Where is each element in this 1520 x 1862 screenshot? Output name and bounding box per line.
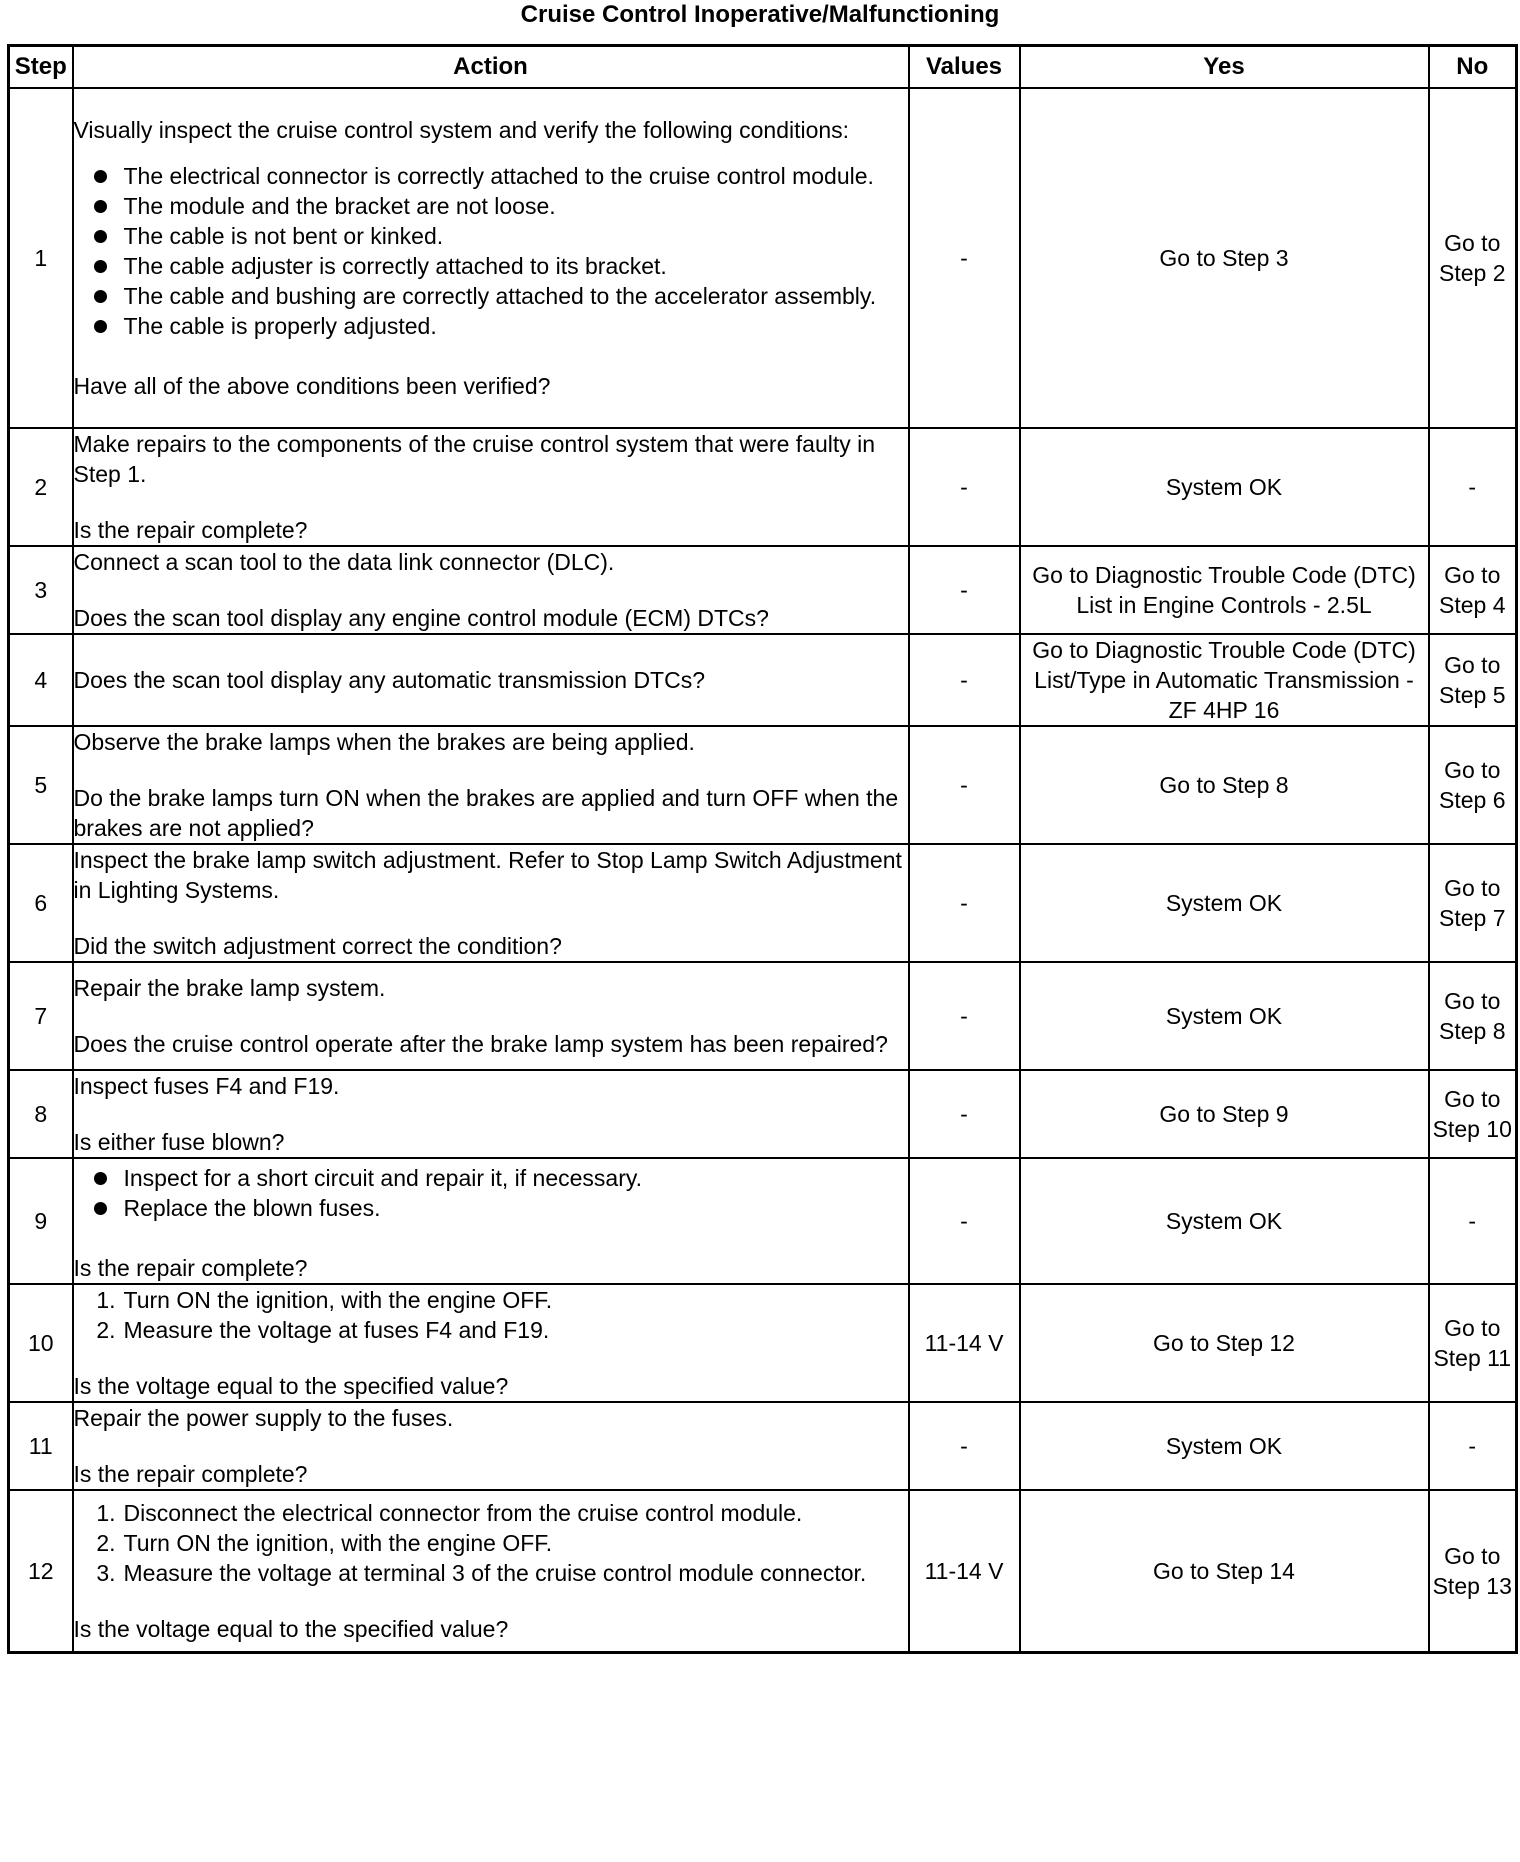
action-intro: Repair the brake lamp system. xyxy=(73,975,386,1001)
bullet-item: Replace the blown fuses. xyxy=(124,1193,908,1223)
values-cell: 11-14 V xyxy=(909,1490,1020,1652)
action-cell xyxy=(73,88,909,428)
action-cell xyxy=(73,1402,909,1490)
action-question: Is the repair complete? xyxy=(73,1255,308,1281)
table-row xyxy=(9,634,1517,726)
no-cell: Go to Step 2 xyxy=(1429,88,1517,428)
action-question: Have all of the above conditions been verified? xyxy=(73,373,551,399)
table-row xyxy=(9,428,1517,546)
table-row xyxy=(9,1284,1517,1402)
action-question: Does the scan tool display any engine control module (ECM) DTCs? xyxy=(73,605,769,631)
action-question: Is the repair complete? xyxy=(73,1461,308,1487)
values-cell: - xyxy=(909,1158,1020,1284)
step-number: 8 xyxy=(9,1070,73,1158)
action-intro: Observe the brake lamps when the brakes are being applied. xyxy=(73,729,695,755)
action-question: Do the brake lamps turn ON when the brakes are applied and turn OFF when the brakes are not applied? xyxy=(73,785,899,841)
no-cell: Go to Step 7 xyxy=(1429,844,1517,962)
no-cell: - xyxy=(1429,1158,1517,1284)
spacer xyxy=(74,1227,908,1253)
no-cell: Go to Step 11 xyxy=(1429,1284,1517,1402)
header-no: No xyxy=(1429,46,1517,89)
no-cell: Go to Step 13 xyxy=(1429,1490,1517,1652)
numbered-item xyxy=(96,1528,908,1558)
yes-cell: System OK xyxy=(1020,844,1429,962)
action-cell xyxy=(73,1284,909,1402)
numbered-item-text: Turn ON the ignition, with the engine OFF. xyxy=(123,1529,553,1556)
numbered-item-text: Measure the voltage at terminal 3 of the cruise control module connector. xyxy=(123,1559,867,1586)
action-cell xyxy=(73,844,909,962)
spacer xyxy=(74,1345,908,1371)
no-cell: Go to Step 6 xyxy=(1429,726,1517,844)
item-number: 2. xyxy=(96,1317,116,1343)
action-cell xyxy=(73,428,909,546)
action-intro: Connect a scan tool to the data link connector (DLC). xyxy=(73,549,615,575)
action-question: Does the cruise control operate after the brake lamp system has been repaired? xyxy=(73,1031,888,1057)
numbered-item-text: Measure the voltage at fuses F4 and F19. xyxy=(123,1317,550,1343)
no-cell: - xyxy=(1429,1402,1517,1490)
bullet-item: The cable adjuster is correctly attached to its bracket. xyxy=(124,251,908,281)
table-row xyxy=(9,1070,1517,1158)
action-cell xyxy=(73,962,909,1070)
spacer xyxy=(74,577,908,603)
no-cell: Go to Step 4 xyxy=(1429,546,1517,634)
values-cell: - xyxy=(909,844,1020,962)
numbered-item-text: Disconnect the electrical connector from the cruise control module. xyxy=(123,1499,803,1526)
step-number: 12 xyxy=(9,1490,73,1652)
table-row xyxy=(9,1158,1517,1284)
table-row xyxy=(9,1402,1517,1490)
action-intro: Does the scan tool display any automatic transmission DTCs? xyxy=(73,667,706,693)
header-values: Values xyxy=(909,46,1020,89)
numbered-item xyxy=(96,1498,908,1528)
numbered-list xyxy=(74,1285,908,1345)
values-cell: - xyxy=(909,428,1020,546)
action-cell xyxy=(73,1070,909,1158)
action-cell xyxy=(73,1158,909,1284)
step-number: 3 xyxy=(9,546,73,634)
yes-cell: Go to Diagnostic Trouble Code (DTC) List in Engine Controls - 2.5L xyxy=(1020,546,1429,634)
spacer xyxy=(74,1003,908,1029)
values-cell: - xyxy=(909,962,1020,1070)
yes-cell: Go to Step 8 xyxy=(1020,726,1429,844)
table-row xyxy=(9,88,1517,428)
bullet-item: The module and the bracket are not loose. xyxy=(124,191,908,221)
values-cell: - xyxy=(909,546,1020,634)
item-number: 1. xyxy=(96,1287,116,1313)
table-row xyxy=(9,726,1517,844)
yes-cell: Go to Step 14 xyxy=(1020,1490,1429,1652)
yes-cell: Go to Step 12 xyxy=(1020,1284,1429,1402)
yes-cell: Go to Diagnostic Trouble Code (DTC) List/Type in Automatic Transmission - ZF 4HP 16 xyxy=(1020,634,1429,726)
item-number: 1. xyxy=(96,1499,116,1526)
bullet-item: The cable and bushing are correctly attached to the accelerator assembly. xyxy=(124,281,908,311)
yes-cell: System OK xyxy=(1020,962,1429,1070)
action-question: Is the repair complete? xyxy=(73,517,308,543)
numbered-list xyxy=(74,1498,908,1588)
step-number: 4 xyxy=(9,634,73,726)
yes-cell: System OK xyxy=(1020,428,1429,546)
spacer xyxy=(74,1588,908,1614)
action-cell xyxy=(73,726,909,844)
action-intro: Repair the power supply to the fuses. xyxy=(73,1405,454,1431)
values-cell: - xyxy=(909,1070,1020,1158)
spacer xyxy=(74,1101,908,1127)
no-cell: Go to Step 8 xyxy=(1429,962,1517,1070)
header-row xyxy=(9,46,1517,89)
action-cell xyxy=(73,546,909,634)
yes-cell: Go to Step 9 xyxy=(1020,1070,1429,1158)
bullet-item: The cable is properly adjusted. xyxy=(124,311,908,341)
bullet-list xyxy=(74,161,908,341)
spacer xyxy=(74,345,908,371)
bullet-list xyxy=(74,1163,908,1223)
page-title: Cruise Control Inoperative/Malfunctioning xyxy=(520,1,1000,28)
table-row xyxy=(9,1490,1517,1652)
bullet-item: The cable is not bent or kinked. xyxy=(124,221,908,251)
step-number: 6 xyxy=(9,844,73,962)
action-intro: Inspect fuses F4 and F19. xyxy=(73,1073,340,1099)
action-question: Is the voltage equal to the specified value? xyxy=(73,1373,509,1399)
diagnostic-table xyxy=(7,44,1518,1654)
values-cell: 11-14 V xyxy=(909,1284,1020,1402)
action-intro: Visually inspect the cruise control system and verify the following conditions: xyxy=(73,117,850,143)
header-step: Step xyxy=(9,46,73,89)
values-cell: - xyxy=(909,1402,1020,1490)
step-number: 5 xyxy=(9,726,73,844)
step-number: 11 xyxy=(9,1402,73,1490)
action-cell xyxy=(73,634,909,726)
action-cell xyxy=(73,1490,909,1652)
action-question: Is either fuse blown? xyxy=(73,1129,285,1155)
numbered-item-text: Turn ON the ignition, with the engine OFF. xyxy=(123,1287,553,1313)
yes-cell: System OK xyxy=(1020,1402,1429,1490)
step-number: 9 xyxy=(9,1158,73,1284)
spacer xyxy=(74,145,908,157)
yes-cell: System OK xyxy=(1020,1158,1429,1284)
action-intro: Make repairs to the components of the cruise control system that were faulty in Step 1. xyxy=(73,431,876,487)
numbered-item xyxy=(96,1558,908,1588)
step-number: 2 xyxy=(9,428,73,546)
spacer xyxy=(74,905,908,931)
values-cell: - xyxy=(909,88,1020,428)
numbered-item xyxy=(96,1285,908,1315)
table-row xyxy=(9,546,1517,634)
yes-cell: Go to Step 3 xyxy=(1020,88,1429,428)
spacer xyxy=(74,757,908,783)
table-row xyxy=(9,962,1517,1070)
spacer xyxy=(74,1433,908,1459)
header-yes: Yes xyxy=(1020,46,1429,89)
bullet-item: Inspect for a short circuit and repair it, if necessary. xyxy=(124,1163,908,1193)
item-number: 2. xyxy=(96,1529,116,1556)
spacer xyxy=(74,489,908,515)
item-number: 3. xyxy=(96,1559,116,1586)
no-cell: Go to Step 10 xyxy=(1429,1070,1517,1158)
bullet-item: The electrical connector is correctly attached to the cruise control module. xyxy=(124,161,908,191)
action-question: Did the switch adjustment correct the condition? xyxy=(73,933,562,959)
header-action: Action xyxy=(73,46,909,89)
no-cell: Go to Step 5 xyxy=(1429,634,1517,726)
values-cell: - xyxy=(909,634,1020,726)
action-intro: Inspect the brake lamp switch adjustment. Refer to Stop Lamp Switch Adjustment in Lighting Systems. xyxy=(73,847,902,903)
table-row xyxy=(9,844,1517,962)
no-cell: - xyxy=(1429,428,1517,546)
numbered-item xyxy=(96,1315,908,1345)
step-number: 7 xyxy=(9,962,73,1070)
step-number: 1 xyxy=(9,88,73,428)
step-number: 10 xyxy=(9,1284,73,1402)
action-question: Is the voltage equal to the specified value? xyxy=(73,1615,509,1642)
values-cell: - xyxy=(909,726,1020,844)
